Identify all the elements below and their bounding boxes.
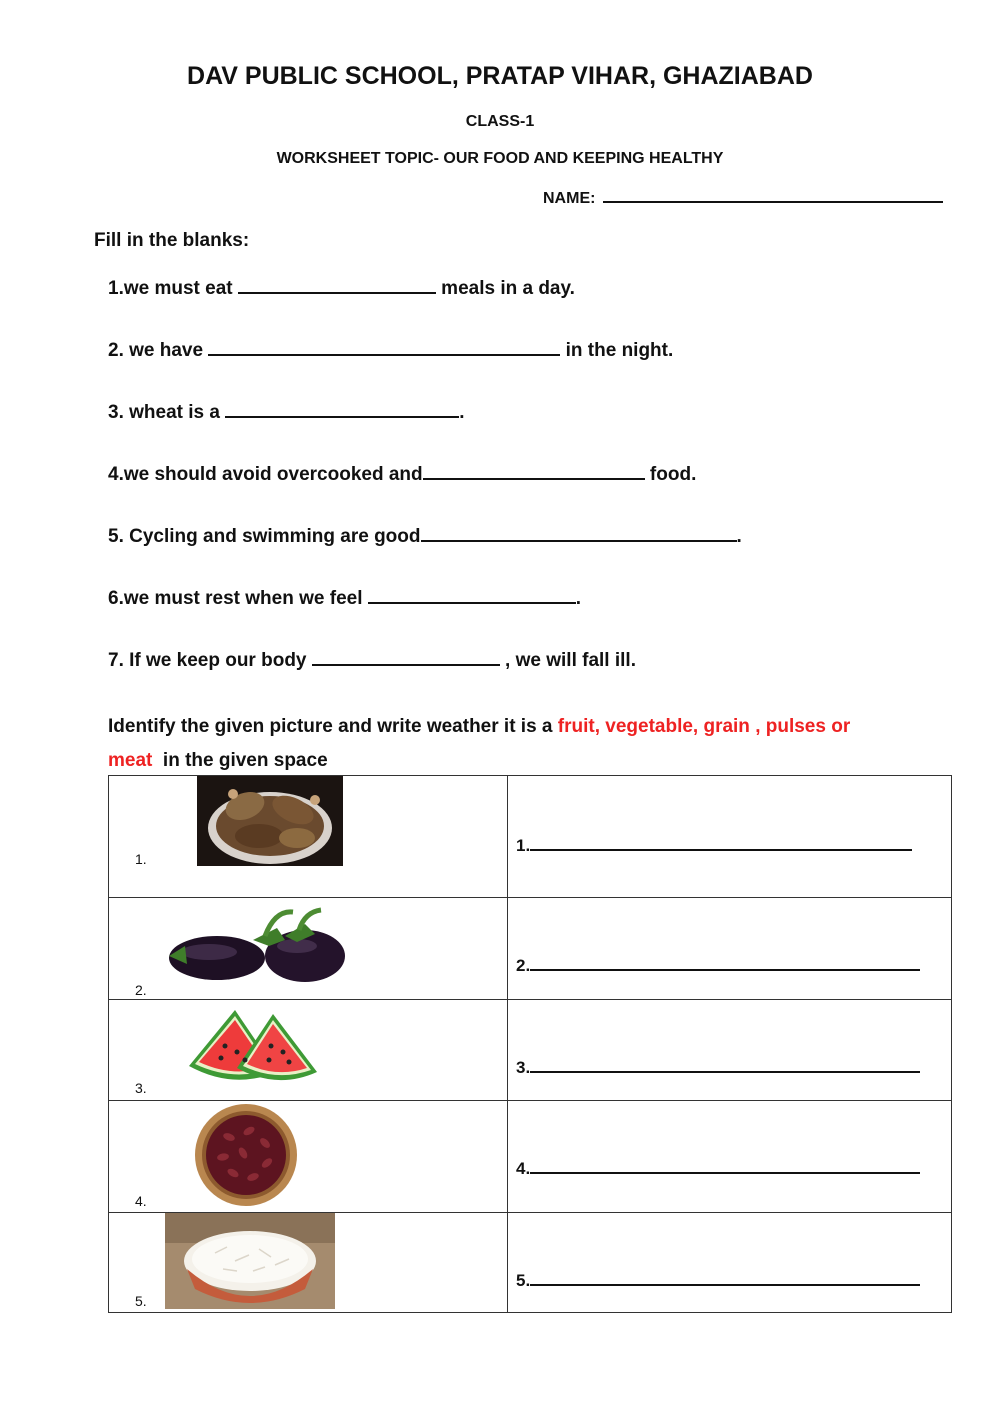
name-row xyxy=(543,187,943,208)
picture-table xyxy=(108,775,952,1313)
table-row xyxy=(109,1101,952,1213)
answer-blank[interactable] xyxy=(423,462,645,480)
question-4 xyxy=(108,462,696,486)
answer-cell xyxy=(508,776,952,898)
name-blank[interactable] xyxy=(603,187,943,203)
row-number: 5. xyxy=(135,1293,147,1309)
question-7 xyxy=(108,648,636,672)
answer-blank[interactable] xyxy=(225,400,459,418)
answer-blank[interactable] xyxy=(208,338,560,356)
answer-number: 3. xyxy=(516,1058,531,1077)
answer-number: 5. xyxy=(516,1271,531,1290)
answer-blank[interactable] xyxy=(530,1058,920,1073)
rice-bowl-picture xyxy=(165,1213,335,1309)
question-text: , we will fall ill. xyxy=(499,650,636,671)
row-number: 1. xyxy=(135,851,147,867)
answer-number: 4. xyxy=(516,1159,531,1178)
category-options: fruit, vegetable, grain , pulses or xyxy=(557,716,851,737)
answer-number: 1. xyxy=(516,836,531,855)
row-number: 2. xyxy=(135,982,147,998)
question-text: food. xyxy=(644,464,697,485)
answer-line xyxy=(516,836,912,856)
identify-instructions xyxy=(108,710,938,778)
chicken-drumsticks-picture xyxy=(197,776,343,866)
question-text: . xyxy=(575,588,582,609)
question-text: 6.we must rest when we feel xyxy=(108,588,368,609)
question-text: 3. wheat is a xyxy=(108,402,226,423)
question-text: meals in a day. xyxy=(435,278,575,299)
answer-blank[interactable] xyxy=(530,1159,920,1174)
question-text: 4.we should avoid overcooked and xyxy=(108,464,423,485)
answer-line xyxy=(516,1271,920,1291)
question-text: 5. Cycling and swimming are good xyxy=(108,526,421,547)
answer-number: 2. xyxy=(516,956,531,975)
fill-in-heading: Fill in the blanks: xyxy=(94,230,250,251)
answer-blank[interactable] xyxy=(530,956,920,971)
kidney-beans-bowl-picture xyxy=(193,1103,299,1207)
brinjal-picture xyxy=(165,900,349,994)
picture-cell xyxy=(109,898,508,1000)
question-3 xyxy=(108,400,465,424)
answer-blank[interactable] xyxy=(530,836,912,851)
worksheet-topic: WORKSHEET TOPIC- OUR FOOD AND KEEPING HEALTHY xyxy=(276,150,724,167)
instruction-text: Identify the given picture and write weather it is a xyxy=(108,716,558,737)
answer-blank[interactable] xyxy=(421,524,737,542)
answer-line xyxy=(516,1058,920,1078)
question-text: in the night. xyxy=(560,340,674,361)
picture-cell xyxy=(109,1101,508,1213)
question-5 xyxy=(108,524,742,548)
name-label: NAME: xyxy=(543,190,596,207)
question-text: . xyxy=(459,402,465,423)
school-title: DAV PUBLIC SCHOOL, PRATAP VIHAR, GHAZIABAD xyxy=(187,62,813,90)
table-row xyxy=(109,776,952,898)
category-option-meat: meat xyxy=(108,750,153,771)
answer-blank[interactable] xyxy=(312,648,500,666)
answer-cell xyxy=(508,1213,952,1313)
table-row xyxy=(109,898,952,1000)
question-text: 7. If we keep our body xyxy=(108,650,312,671)
question-text: . xyxy=(736,526,742,547)
answer-cell xyxy=(508,1101,952,1213)
watermelon-slices-picture xyxy=(185,1006,321,1088)
answer-line xyxy=(516,956,920,976)
question-6 xyxy=(108,586,581,610)
question-text: 2. we have xyxy=(108,340,209,361)
picture-cell xyxy=(109,1213,508,1313)
row-number: 3. xyxy=(135,1080,147,1096)
question-2 xyxy=(108,338,673,362)
class-label: CLASS-1 xyxy=(465,113,535,130)
picture-cell xyxy=(109,1000,508,1101)
question-text: 1.we must eat xyxy=(108,278,238,299)
answer-cell xyxy=(508,1000,952,1101)
instruction-text: in the given space xyxy=(152,750,328,771)
picture-cell xyxy=(109,776,508,898)
row-number: 4. xyxy=(135,1193,147,1209)
table-row xyxy=(109,1213,952,1313)
answer-blank[interactable] xyxy=(238,276,436,294)
table-row xyxy=(109,1000,952,1101)
answer-cell xyxy=(508,898,952,1000)
answer-blank[interactable] xyxy=(530,1271,920,1286)
answer-blank[interactable] xyxy=(368,586,576,604)
answer-line xyxy=(516,1159,920,1179)
question-1 xyxy=(108,276,575,300)
